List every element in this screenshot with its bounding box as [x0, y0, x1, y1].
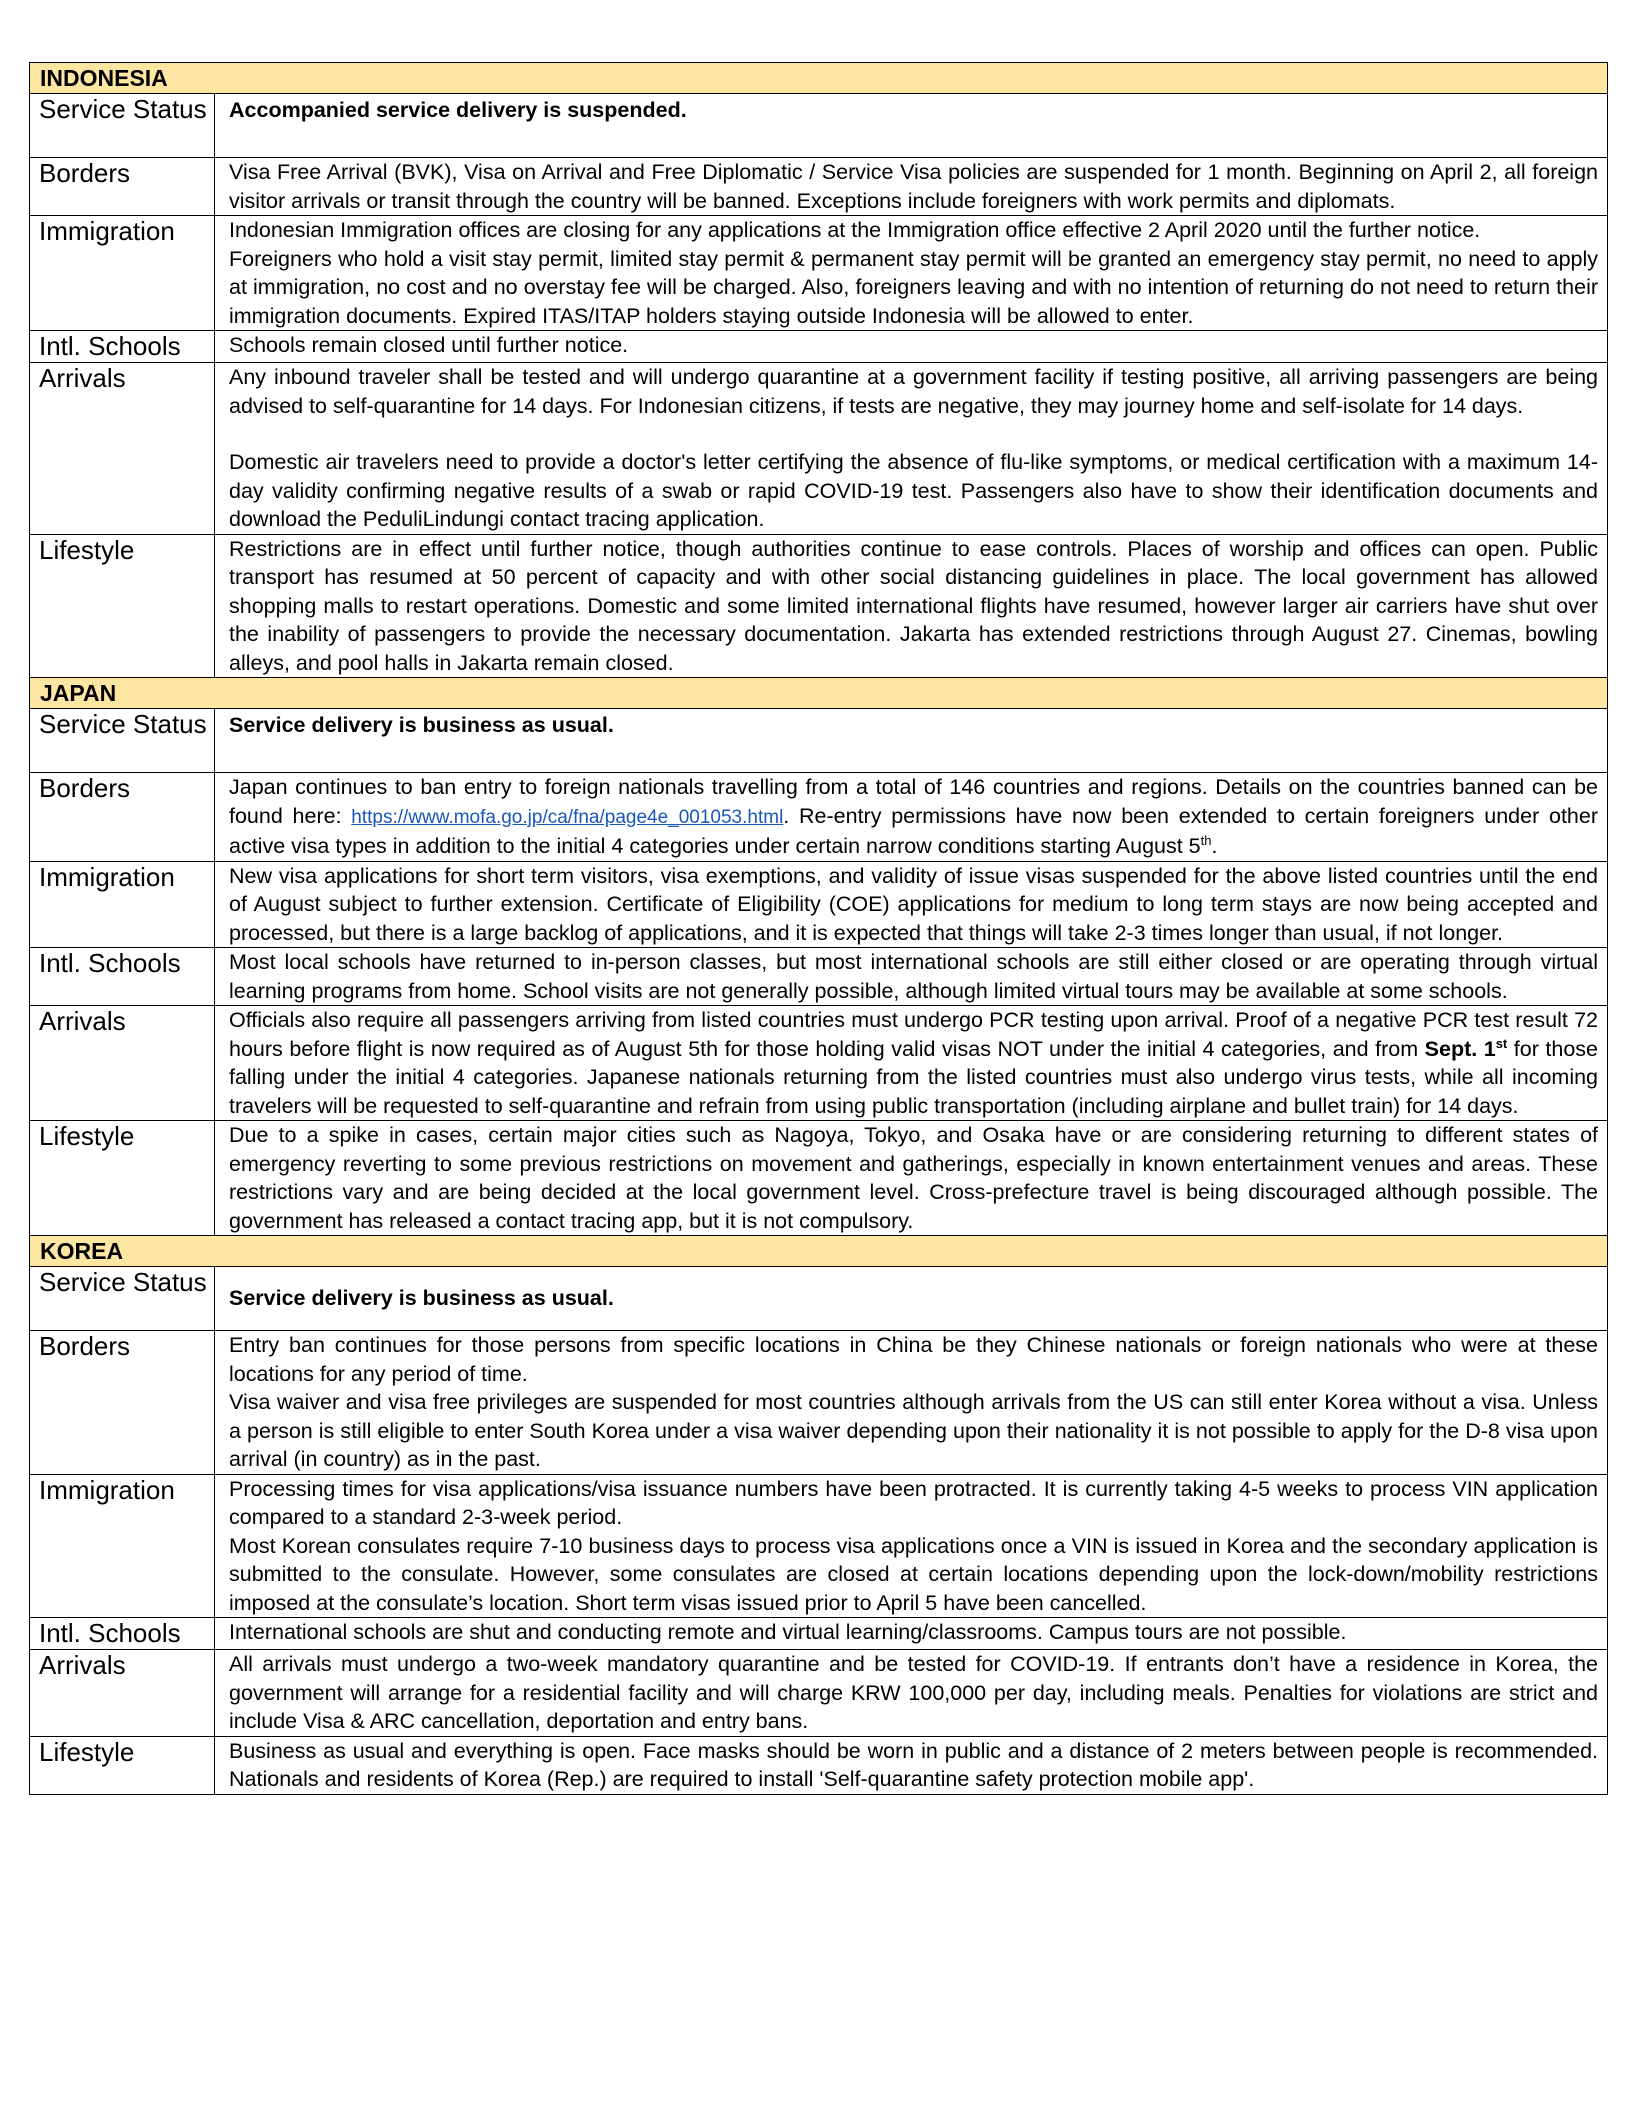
row-label: Borders	[30, 773, 215, 862]
row-content: Business as usual and everything is open. Face masks should be worn in public and a distance of 2 meters between people is recommended. Nationals and residents of Korea (Rep.) are required to install 'Self-quarantine safety protection mobile app'.	[215, 1736, 1608, 1794]
text-span: Officials also require all passengers arriving from listed countries must undergo PCR testing upon arrival. Proof of a negative PCR test result 72 hours before flight is now required as of August 5th for those holding valid visas NOT under the initial 4 categories, and from	[229, 1008, 1599, 1061]
row-label: Service Status	[30, 94, 215, 158]
service-status-text: Service delivery is business as usual.	[229, 1286, 614, 1311]
row-label: Lifestyle	[30, 534, 215, 678]
paragraph: Domestic air travelers need to provide a doctor's letter certifying the absence of flu-like symptoms, or medical certification with a maximum 14-day validity confirming negative results of a swab or rapid COVID-19 test. Passengers also have to show their identification documents and download the PeduliLindungi contact tracing application.	[229, 450, 1599, 531]
row-label: Intl. Schools	[30, 1618, 215, 1650]
row-label: Borders	[30, 158, 215, 216]
table-row-lifestyle	[30, 534, 1608, 678]
row-content	[215, 773, 1608, 862]
table-row-arrivals	[30, 1006, 1608, 1121]
row-content	[215, 1331, 1608, 1475]
table-row-arrivals	[30, 363, 1608, 535]
row-label: Intl. Schools	[30, 948, 215, 1006]
table-row-borders	[30, 158, 1608, 216]
paragraph: Any inbound traveler shall be tested and will undergo quarantine at a government facility if testing positive, all arriving passengers are being advised to self-quarantine for 14 days. For Indonesian citizens, if tests are negative, they may journey home and self-isolate for 14 days.	[229, 365, 1599, 418]
paragraph: Most Korean consulates require 7-10 business days to process visa applications once a VIN is issued in Korea and the secondary application is submitted to the consulate. However, some consulates are closed at certain locations depending upon the lock-down/mobility restrictions imposed at the consulate’s location. Short term visas issued prior to April 5 have been cancelled.	[229, 1533, 1599, 1615]
table-row-intl-schools	[30, 948, 1608, 1006]
row-label: Arrivals	[30, 1650, 215, 1737]
row-label: Arrivals	[30, 1006, 215, 1121]
row-content: Most local schools have returned to in-person classes, but most international schools are still either closed or are operating through virtual learning programs from home. School visits are not generally possible, although limited virtual tours may be available at some schools.	[215, 948, 1608, 1006]
service-status-text: Service delivery is business as usual.	[229, 713, 614, 737]
table-row-immigration	[30, 216, 1608, 331]
row-label: Immigration	[30, 216, 215, 331]
row-content: International schools are shut and conducting remote and virtual learning/classrooms. Campus tours are not possible.	[215, 1618, 1608, 1650]
text-span: for those falling under the initial 4 categories. Japanese nationals returning from the listed countries must also undergo virus tests, while all incoming travelers will be requested to self-quarantine and refrain from using public transportation (including airplane and bullet train) for 14 days.	[229, 1036, 1599, 1118]
row-label: Borders	[30, 1331, 215, 1475]
table-row-lifestyle	[30, 1736, 1608, 1794]
table-row-intl-schools	[30, 1618, 1608, 1650]
paragraph: Visa waiver and visa free privileges are suspended for most countries although arrivals from the US can still enter Korea without a visa. Unless a person is still eligible to enter South Korea under a visa waiver depending upon their nationality it is not possible to apply for the D-8 visa upon arrival (in country) as in the past.	[229, 1390, 1599, 1471]
row-label: Lifestyle	[30, 1121, 215, 1236]
row-content	[215, 94, 1608, 158]
row-content	[215, 1006, 1608, 1121]
table-row-arrivals	[30, 1650, 1608, 1737]
row-label: Service Status	[30, 709, 215, 773]
country-header-japan	[30, 678, 1608, 709]
table-row-immigration	[30, 1474, 1608, 1618]
table-row-service-status	[30, 1267, 1608, 1331]
row-content: All arrivals must undergo a two-week mandatory quarantine and be tested for COVID-19. If entrants don’t have a residence in Korea, the government will arrange for a residential facility and will charge KRW 100,000 per day, including meals. Penalties for violations are strict and include Visa & ARC cancellation, deportation and entry bans.	[215, 1650, 1608, 1737]
country-name: KOREA	[30, 1236, 1608, 1267]
text-span: Japan continues to ban entry to foreign nationals travelling from a total of 146 countries and regions. Details on the countries banned can be found here:	[229, 775, 1599, 828]
table-row-borders	[30, 773, 1608, 862]
row-label: Immigration	[30, 1474, 215, 1618]
country-name: INDONESIA	[30, 63, 1608, 94]
superscript: th	[1200, 832, 1212, 848]
text-span: . Re-entry permissions have now been extended to certain foreigners under other active visa types in addition to the initial 4 categories under certain narrow conditions starting August 5	[229, 803, 1599, 858]
table-row-service-status	[30, 709, 1608, 773]
row-label: Arrivals	[30, 363, 215, 535]
superscript: st	[1495, 1035, 1508, 1051]
row-content	[215, 1474, 1608, 1618]
paragraph: Entry ban continues for those persons from specific locations in China be they Chinese nationals or foreign nationals who were at these locations for any period of time.	[229, 1333, 1599, 1386]
table-row-borders	[30, 1331, 1608, 1475]
row-content	[215, 216, 1608, 331]
paragraph: Indonesian Immigration offices are closing for any applications at the Immigration office effective 2 April 2020 until the further notice.	[229, 218, 1481, 242]
row-content: Due to a spike in cases, certain major cities such as Nagoya, Tokyo, and Osaka have or are considering returning to different states of emergency reverting to some previous restrictions on movement and gatherings, especially in known entertainment venues and areas. These restrictions vary and are being decided at the local government level. Cross-prefecture travel is being discouraged although possible. The government has released a contact tracing app, but it is not compulsory.	[215, 1121, 1608, 1236]
row-content	[215, 363, 1608, 535]
country-header-indonesia	[30, 63, 1608, 94]
table-row-immigration	[30, 861, 1608, 948]
paragraph: Foreigners who hold a visit stay permit, limited stay permit & permanent stay permit will be granted an emergency stay permit, no need to apply at immigration, no cost and no overstay fee will be charged. Also, foreigners leaving and with no intention of returning do not need to return their immigration documents. Expired ITAS/ITAP holders staying outside Indonesia will be allowed to enter.	[229, 246, 1599, 328]
service-status-text: Accompanied service delivery is suspended.	[229, 98, 687, 122]
row-content	[215, 709, 1608, 773]
country-status-table	[29, 62, 1608, 1795]
table-row-service-status	[30, 94, 1608, 158]
bold-date: Sept. 1	[1424, 1036, 1496, 1061]
row-label: Intl. Schools	[30, 331, 215, 363]
row-content: Visa Free Arrival (BVK), Visa on Arrival and Free Diplomatic / Service Visa policies are suspended for 1 month. Beginning on April 2, all foreign visitor arrivals or transit through the country will be banned. Exceptions include foreigners with work permits and diplomats.	[215, 158, 1608, 216]
country-header-korea	[30, 1236, 1608, 1267]
country-status-document	[29, 62, 1607, 1795]
row-content	[215, 1267, 1608, 1331]
mofa-link[interactable]: https://www.mofa.go.jp/ca/fna/page4e_001053.html	[351, 806, 784, 828]
row-content: New visa applications for short term visitors, visa exemptions, and validity of issue visas suspended for the above listed countries until the end of August subject to further extension. Certificate of Eligibility (COE) applications for medium to long term stays are now being accepted and processed, but there is a large backlog of applications, and it is expected that things will take 2-3 times longer than usual, if not longer.	[215, 861, 1608, 948]
row-label: Immigration	[30, 861, 215, 948]
table-row-lifestyle	[30, 1121, 1608, 1236]
row-label: Lifestyle	[30, 1736, 215, 1794]
row-content: Schools remain closed until further notice.	[215, 331, 1608, 363]
row-label: Service Status	[30, 1267, 215, 1331]
row-content: Restrictions are in effect until further notice, though authorities continue to ease controls. Places of worship and offices can open. Public transport has resumed at 50 percent of capacity and with other social distancing guidelines in place. The local government has allowed shopping malls to restart operations. Domestic and some limited international flights have resumed, however larger air carriers have shut over the inability of passengers to provide the necessary documentation. Jakarta has extended restrictions through August 27. Cinemas, bowling alleys, and pool halls in Jakarta remain closed.	[215, 534, 1608, 678]
paragraph: Processing times for visa applications/visa issuance numbers have been protracted. It is currently taking 4-5 weeks to process VIN application compared to a standard 2-3-week period.	[229, 1476, 1599, 1529]
table-row-intl-schools	[30, 331, 1608, 363]
country-name: JAPAN	[30, 678, 1608, 709]
text-span: .	[1211, 834, 1218, 858]
